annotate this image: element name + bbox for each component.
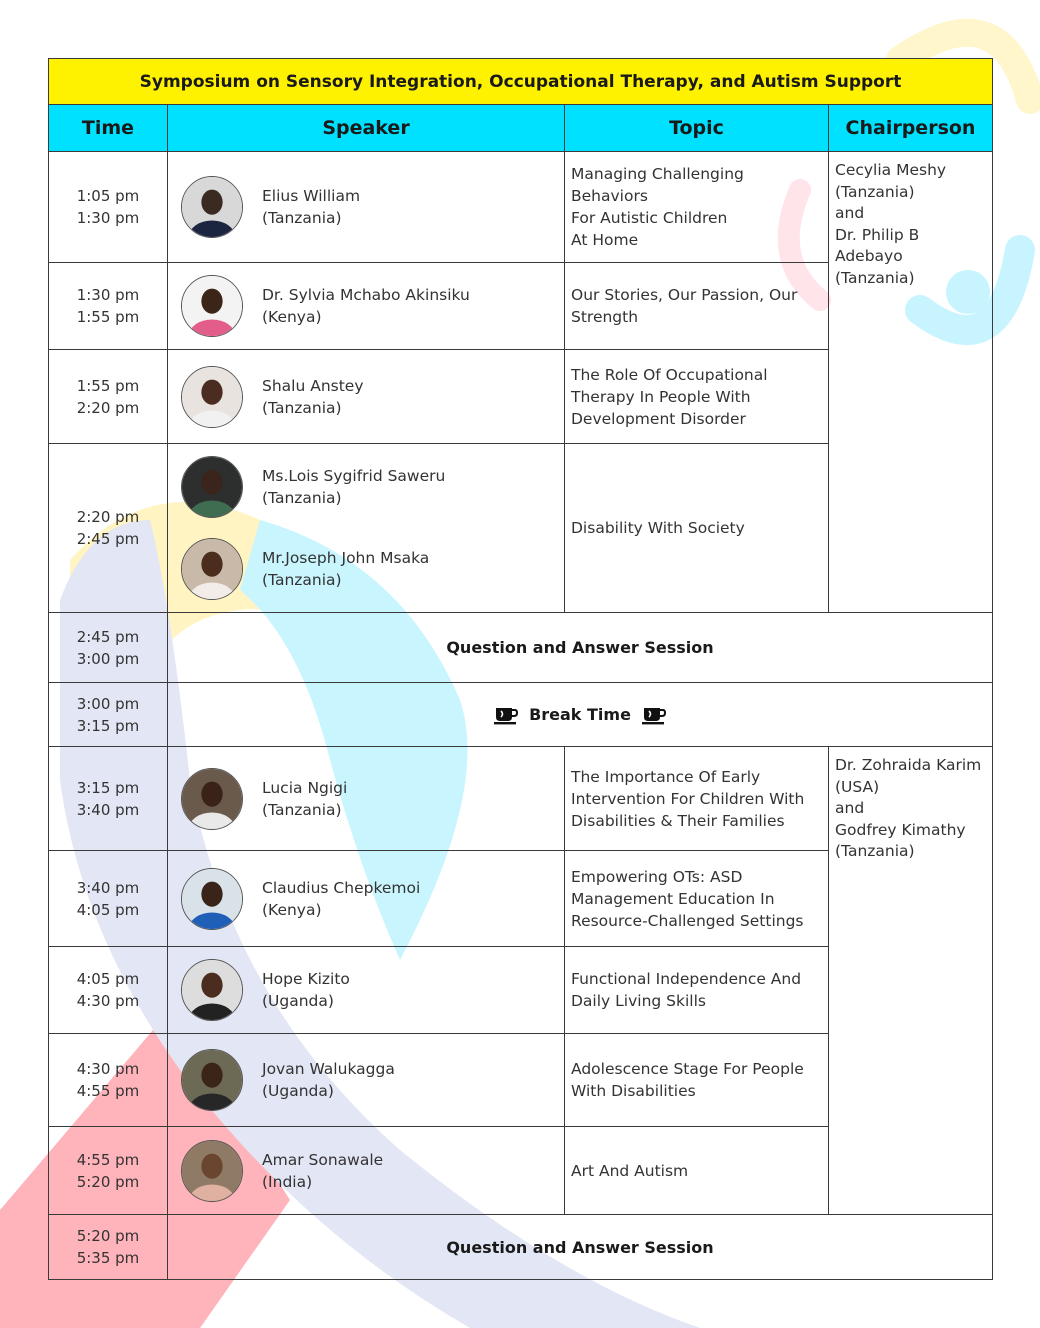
speaker-cell [168,1127,565,1215]
speaker-info [262,1149,383,1193]
topic-line: Therapy In People With [571,387,751,406]
speaker-country: (Tanzania) [262,489,342,507]
topic-line: Adolescence Stage For People [571,1060,804,1078]
start-time: 1:55 pm [76,376,140,395]
topic-line: Intervention For Children With [571,789,805,808]
speaker-info [262,465,445,509]
session-row [49,613,993,683]
topic-line: Daily Living Skills [571,992,706,1010]
end-time: 1:55 pm [76,308,140,326]
speaker-cell [168,851,565,947]
speaker-photo [181,456,243,518]
speaker-photo [181,538,243,600]
break-time-cell [168,683,993,747]
chairperson-line: and [835,204,865,223]
topic-cell [565,263,829,350]
topic-line: Managing Challenging [571,165,744,183]
chairperson-line: (USA) [835,777,880,796]
end-time: 2:20 pm [76,398,140,417]
speaker-photo [181,275,243,337]
chairperson-cell [829,747,993,1215]
start-time: 3:15 pm [76,778,140,797]
end-time: 2:45 pm [76,530,140,548]
session-label: Question and Answer Session [446,1237,714,1257]
header-topic: Topic [565,105,829,152]
topic-line: For Autistic Children [571,209,728,227]
speaker-country: (Tanzania) [262,800,342,819]
speaker-photo [181,176,243,238]
speaker-photo [181,1049,243,1111]
speaker-name: Claudius Chepkemoi [262,878,421,897]
topic-cell [565,851,829,947]
speaker-country: (Uganda) [262,1082,334,1100]
speaker [168,275,564,337]
chairperson-cell [829,152,993,613]
time-slot [49,444,168,613]
speaker-country: (Tanzania) [262,209,342,227]
speaker-info [262,968,350,1012]
speaker-cell [168,444,565,613]
speaker-cell [168,747,565,851]
start-time: 5:20 pm [76,1227,140,1245]
topic-line: Functional Independence And [571,970,802,988]
topic-line: Management Education In [571,889,775,908]
topic-line: Development Disorder [571,409,746,428]
speaker-country: (Kenya) [262,900,322,919]
session-label: Question and Answer Session [446,638,714,657]
time-slot [49,1215,168,1280]
speaker-country: (Tanzania) [262,571,342,589]
start-time: 2:20 pm [76,508,140,526]
speaker-cell [168,152,565,263]
topic-line: Behaviors [571,187,648,205]
topic-line: Strength [571,308,639,326]
time-slot [49,350,168,444]
speaker-info [262,185,360,229]
speaker-country: (Uganda) [262,992,334,1010]
table-row [49,152,993,263]
speaker-name: Hope Kizito [262,970,350,988]
speaker-name: Jovan Walukagga [262,1060,395,1078]
session-row [49,1215,993,1280]
speaker-name: Ms.Lois Sygifrid Saweru [262,467,446,485]
topic-line: Disability With Society [571,519,745,537]
speaker [168,366,564,428]
end-time: 5:20 pm [76,1172,140,1191]
speaker-cell [168,947,565,1034]
speaker-country: (Tanzania) [262,398,342,417]
time-slot [49,1127,168,1215]
chairperson-line: (Tanzania) [835,268,915,287]
speaker [168,868,564,930]
start-time: 4:30 pm [76,1060,140,1078]
speaker [168,176,564,238]
start-time: 3:00 pm [76,694,140,713]
topic-line: Empowering OTs: ASD [571,867,743,886]
speaker-name: Lucia Ngigi [262,778,348,797]
chairperson-line: Dr. Zohraida Karim [835,756,982,774]
chairperson-line: and [835,799,865,818]
end-time: 4:55 pm [76,1082,140,1100]
speaker-photo [181,366,243,428]
speaker-country: (Kenya) [262,308,322,326]
speaker [168,456,564,518]
time-slot [49,263,168,350]
end-time: 4:05 pm [76,900,140,919]
start-time: 1:30 pm [76,286,140,304]
start-time: 2:45 pm [76,627,140,646]
topic-line: Our Stories, Our Passion, Our [571,286,798,304]
time-slot [49,947,168,1034]
speaker-photo [181,1140,243,1202]
end-time: 1:30 pm [76,209,140,227]
speaker-name: Amar Sonawale [262,1150,384,1169]
header-speaker: Speaker [168,105,565,152]
session-label: Break Time [529,705,631,725]
speaker-info [262,547,429,591]
chairperson-line: (Tanzania) [835,182,915,201]
topic-line: Disabilities & Their Families [571,811,785,830]
speaker [168,768,564,830]
topic-line: Resource-Challenged Settings [571,911,804,930]
speaker-cell [168,350,565,444]
qa-session-cell [168,613,993,683]
speaker-photo [181,959,243,1021]
time-slot [49,1034,168,1127]
speaker [168,1140,564,1202]
topic-cell [565,1127,829,1215]
speaker [168,1049,564,1111]
schedule-table [48,58,993,1280]
header-time: Time [49,105,168,152]
end-time: 3:40 pm [76,800,140,819]
header-chairperson: Chairperson [829,105,993,152]
start-time: 1:05 pm [76,187,140,205]
chairperson-line: Godfrey Kimathy [835,820,966,839]
end-time: 4:30 pm [76,992,140,1010]
start-time: 4:05 pm [76,970,140,988]
table-row [49,747,993,851]
topic-line: Art And Autism [571,1161,689,1180]
coffee-cup-icon [641,705,667,725]
topic-cell [565,444,829,613]
time-slot [49,683,168,747]
speaker-country: (India) [262,1172,313,1191]
time-slot [49,747,168,851]
topic-line: The Importance Of Early [571,767,761,786]
start-time: 4:55 pm [76,1150,140,1169]
time-slot [49,613,168,683]
speaker-name: Mr.Joseph John Msaka [262,549,430,567]
topic-cell [565,152,829,263]
topic-cell [565,747,829,851]
speaker [168,959,564,1021]
chairperson-line: (Tanzania) [835,842,915,861]
end-time: 3:00 pm [76,649,140,668]
speaker-photo [181,768,243,830]
topic-line: At Home [571,231,639,249]
speaker-info [262,284,470,328]
topic-cell [565,947,829,1034]
speaker [168,538,564,600]
time-slot [49,152,168,263]
speaker-info [262,877,420,921]
start-time: 3:40 pm [76,878,140,897]
time-slot [49,851,168,947]
speaker-photo [181,868,243,930]
topic-cell [565,350,829,444]
session-row [49,683,993,747]
speaker-name: Elius William [262,187,361,205]
speaker-cell [168,263,565,350]
end-time: 3:15 pm [76,716,140,735]
symposium-title: Symposium on Sensory Integration, Occupational Therapy, and Autism Support [49,59,993,105]
speaker-info [262,375,364,419]
speaker-info [262,777,347,821]
coffee-cup-icon [493,705,519,725]
chairperson-line: Cecylia Meshy [835,161,947,179]
speaker-info [262,1058,395,1102]
topic-cell [565,1034,829,1127]
speaker-cell [168,1034,565,1127]
topic-line: With Disabilities [571,1082,696,1100]
chairperson-line: Adebayo [835,247,903,266]
topic-line: The Role Of Occupational [571,365,768,384]
qa-session-cell [168,1215,993,1280]
speaker-name: Dr. Sylvia Mchabo Akinsiku [262,286,470,304]
speaker-name: Shalu Anstey [262,376,364,395]
end-time: 5:35 pm [76,1249,140,1267]
chairperson-line: Dr. Philip B [835,225,920,244]
